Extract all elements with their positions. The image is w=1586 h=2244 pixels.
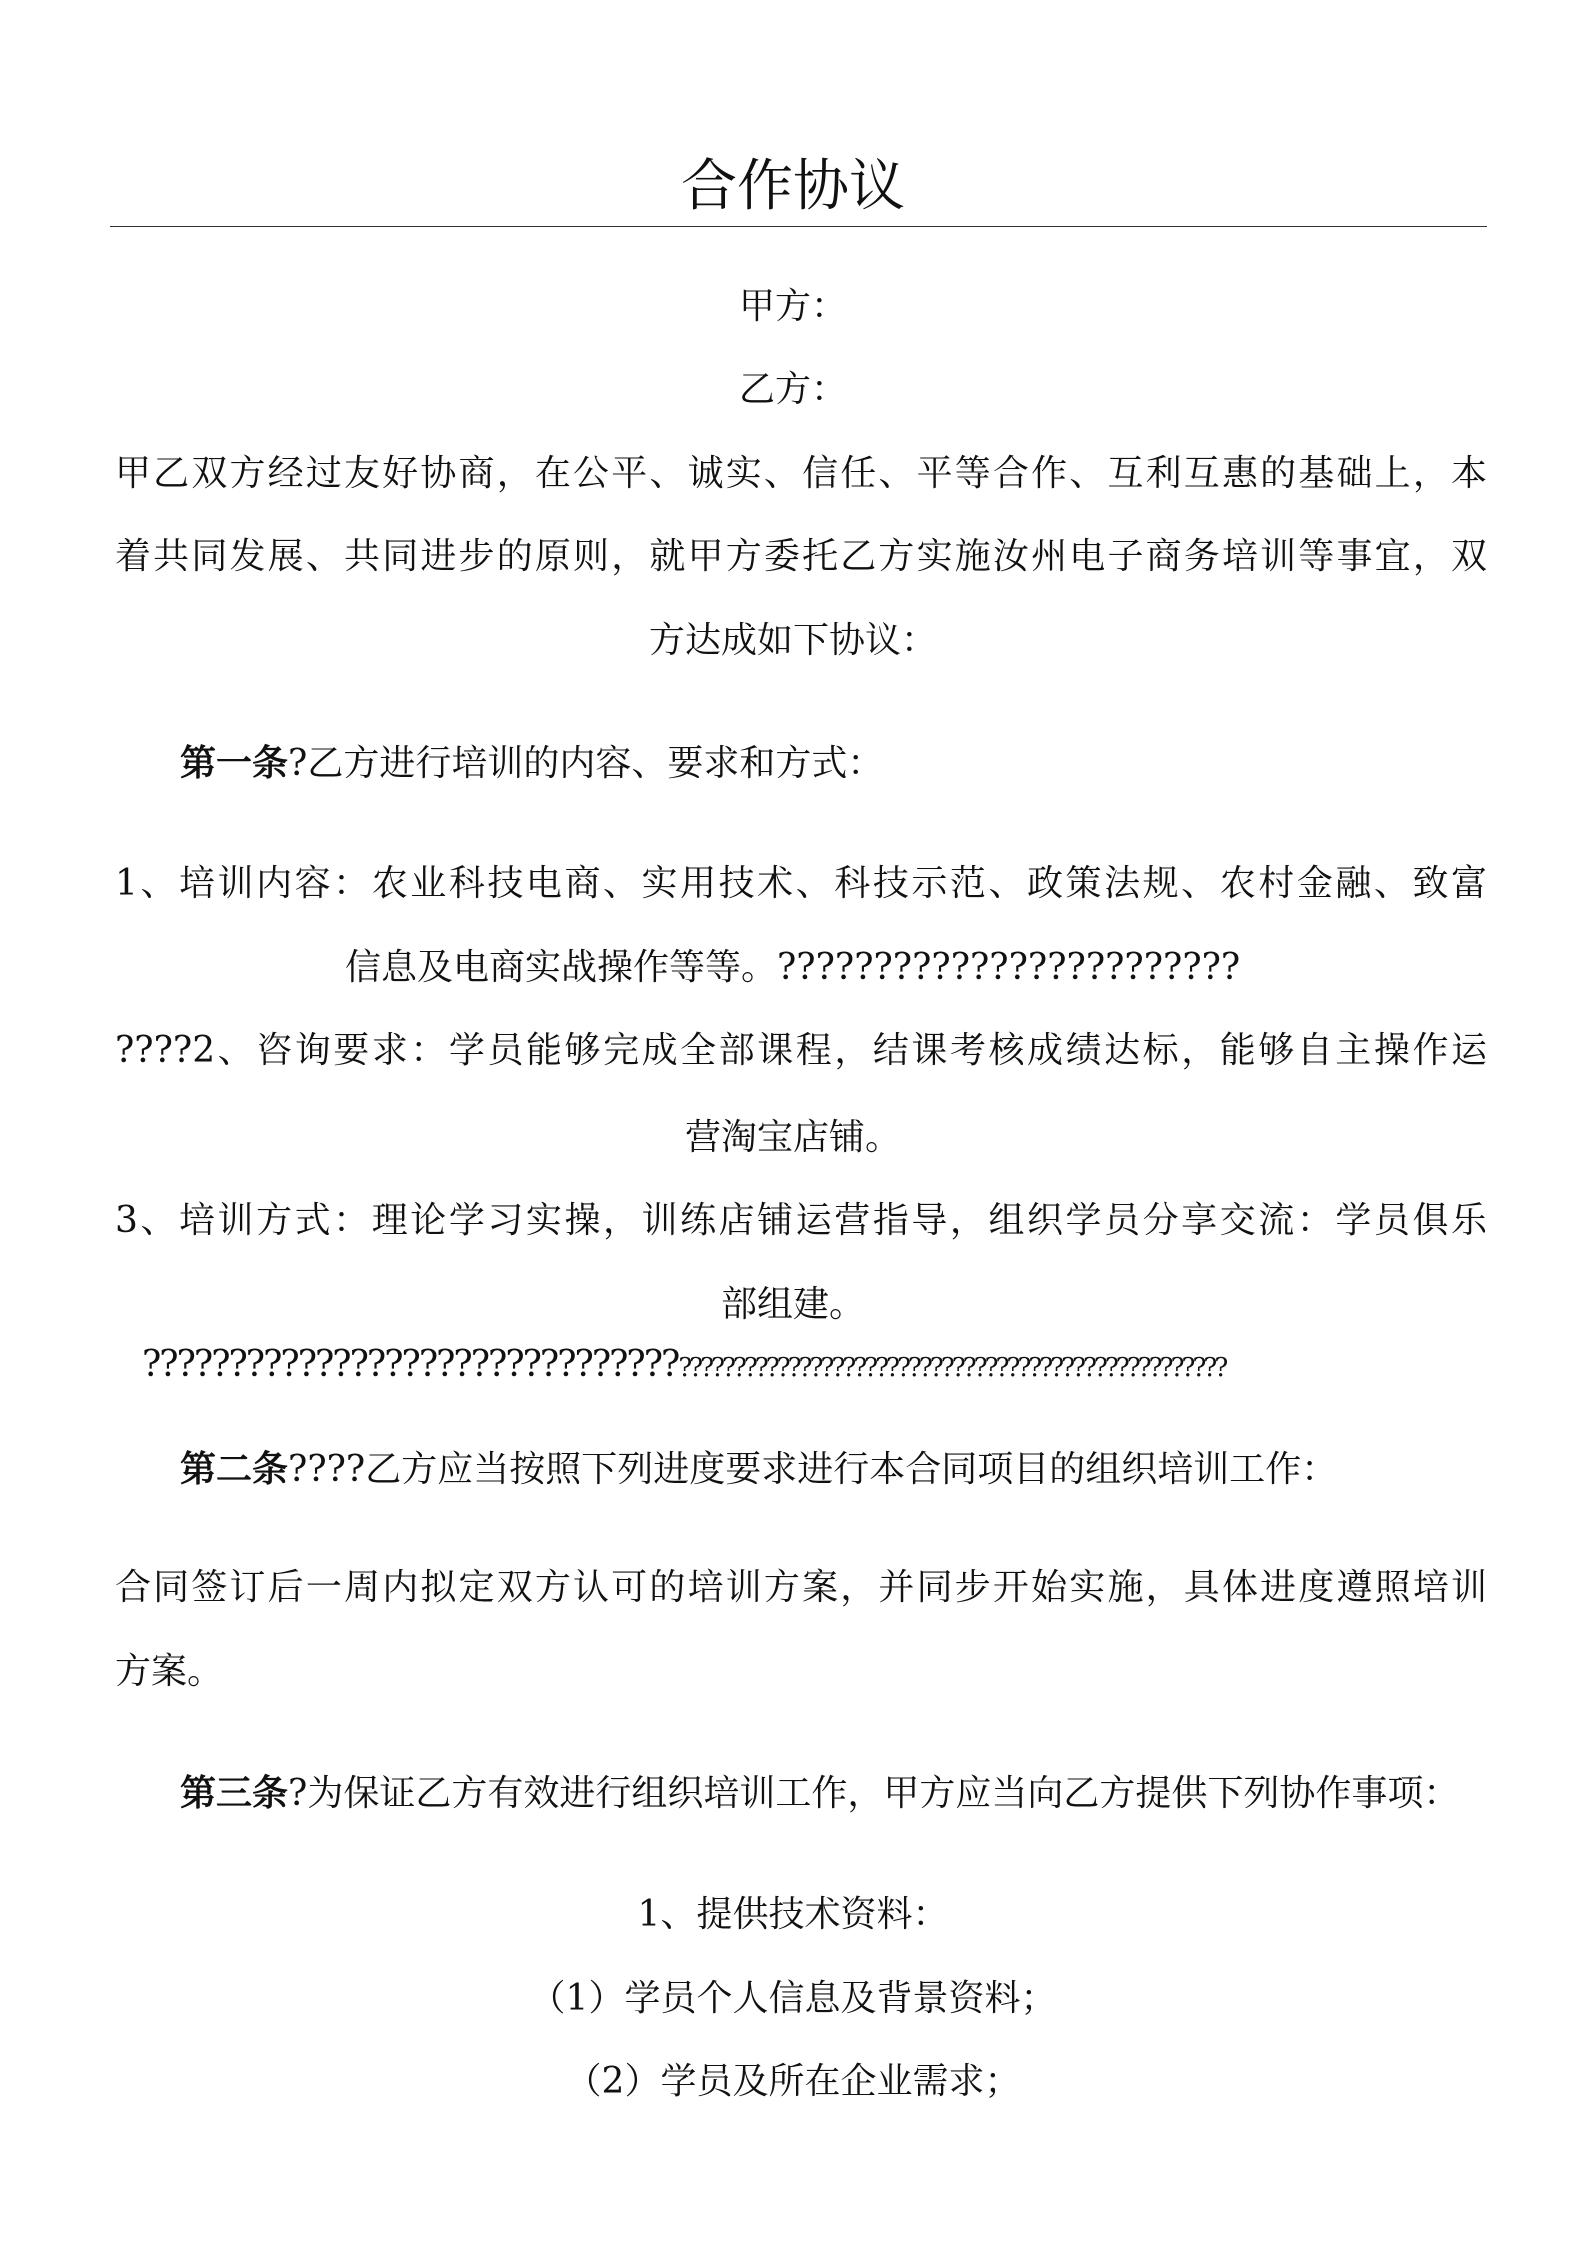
article-1-item-3-line-2: 部组建。 [720, 1284, 865, 1325]
title-divider [110, 226, 1487, 227]
article-1-item-2-line-1: ????2、咨询要求：学员能够完成全部课程，结课考核成绩达标，能够自主操作运 [115, 1030, 1487, 1071]
article-1-item-2-line-2: 营淘宝店铺。 [684, 1117, 901, 1158]
article-2-number: 第二条 [180, 1448, 289, 1490]
article-2-body-line-2: 方案。 [115, 1651, 224, 1692]
article-3-item-1: 1、提供技术资料： [637, 1894, 949, 1935]
article-2-text: ????乙方应当按照下列进度要求进行本合同项目的组织培训工作： [288, 1449, 1338, 1490]
party-b-label: 乙方： [738, 369, 847, 410]
article-1-number: 第一条 [180, 742, 289, 784]
document-title: 合作协议 [681, 154, 905, 219]
article-1-item-1-line-2: 信息及电商实战操作等等。???????????????????????? [345, 947, 1241, 988]
article-3-heading [180, 1771, 1459, 1816]
article-1-item-3-line-1: 3、培训方式：理论学习实操，训练店铺运营指导，组织学员分享交流：学员俱乐 [115, 1200, 1487, 1241]
intro-line-1: 甲乙双方经过友好协商，在公平、诚实、信任、平等合作、互利互惠的基础上，本 [115, 453, 1487, 494]
article-2-body-line-1: 合同签订后一周内拟定双方认可的培训方案，并同步开始实施，具体进度遵照培训 [115, 1567, 1487, 1608]
party-a-label: 甲方： [738, 286, 847, 327]
article-1-item-1-line-1: 1、培训内容：农业科技电商、实用技术、科技示范、政策法规、农村金融、致富 [115, 863, 1487, 904]
filler-narrow: ?????????????????????????????????????????????????? [678, 1353, 1226, 1383]
article-1-heading [180, 741, 883, 786]
article-3-sub-2: （2）学员及所在企业需求； [565, 2061, 1021, 2102]
article-3-sub-1: （1）学员个人信息及背景资料； [529, 1978, 1057, 2019]
article-2-heading [180, 1447, 1337, 1492]
filler-wide: ??????????????????????????????? [142, 1344, 679, 1385]
intro-line-3: 方达成如下协议： [648, 620, 937, 661]
article-3-text: ?为保证乙方有效进行组织培训工作，甲方应当向乙方提供下列协作事项： [288, 1773, 1460, 1814]
intro-line-2: 着共同发展、共同进步的原则，就甲方委托乙方实施汝州电子商务培训等事宜，双 [115, 536, 1487, 577]
filler-question-marks [142, 1343, 1225, 1390]
article-1-text: ?乙方进行培训的内容、要求和方式： [288, 743, 884, 784]
article-3-number: 第三条 [180, 1772, 289, 1814]
